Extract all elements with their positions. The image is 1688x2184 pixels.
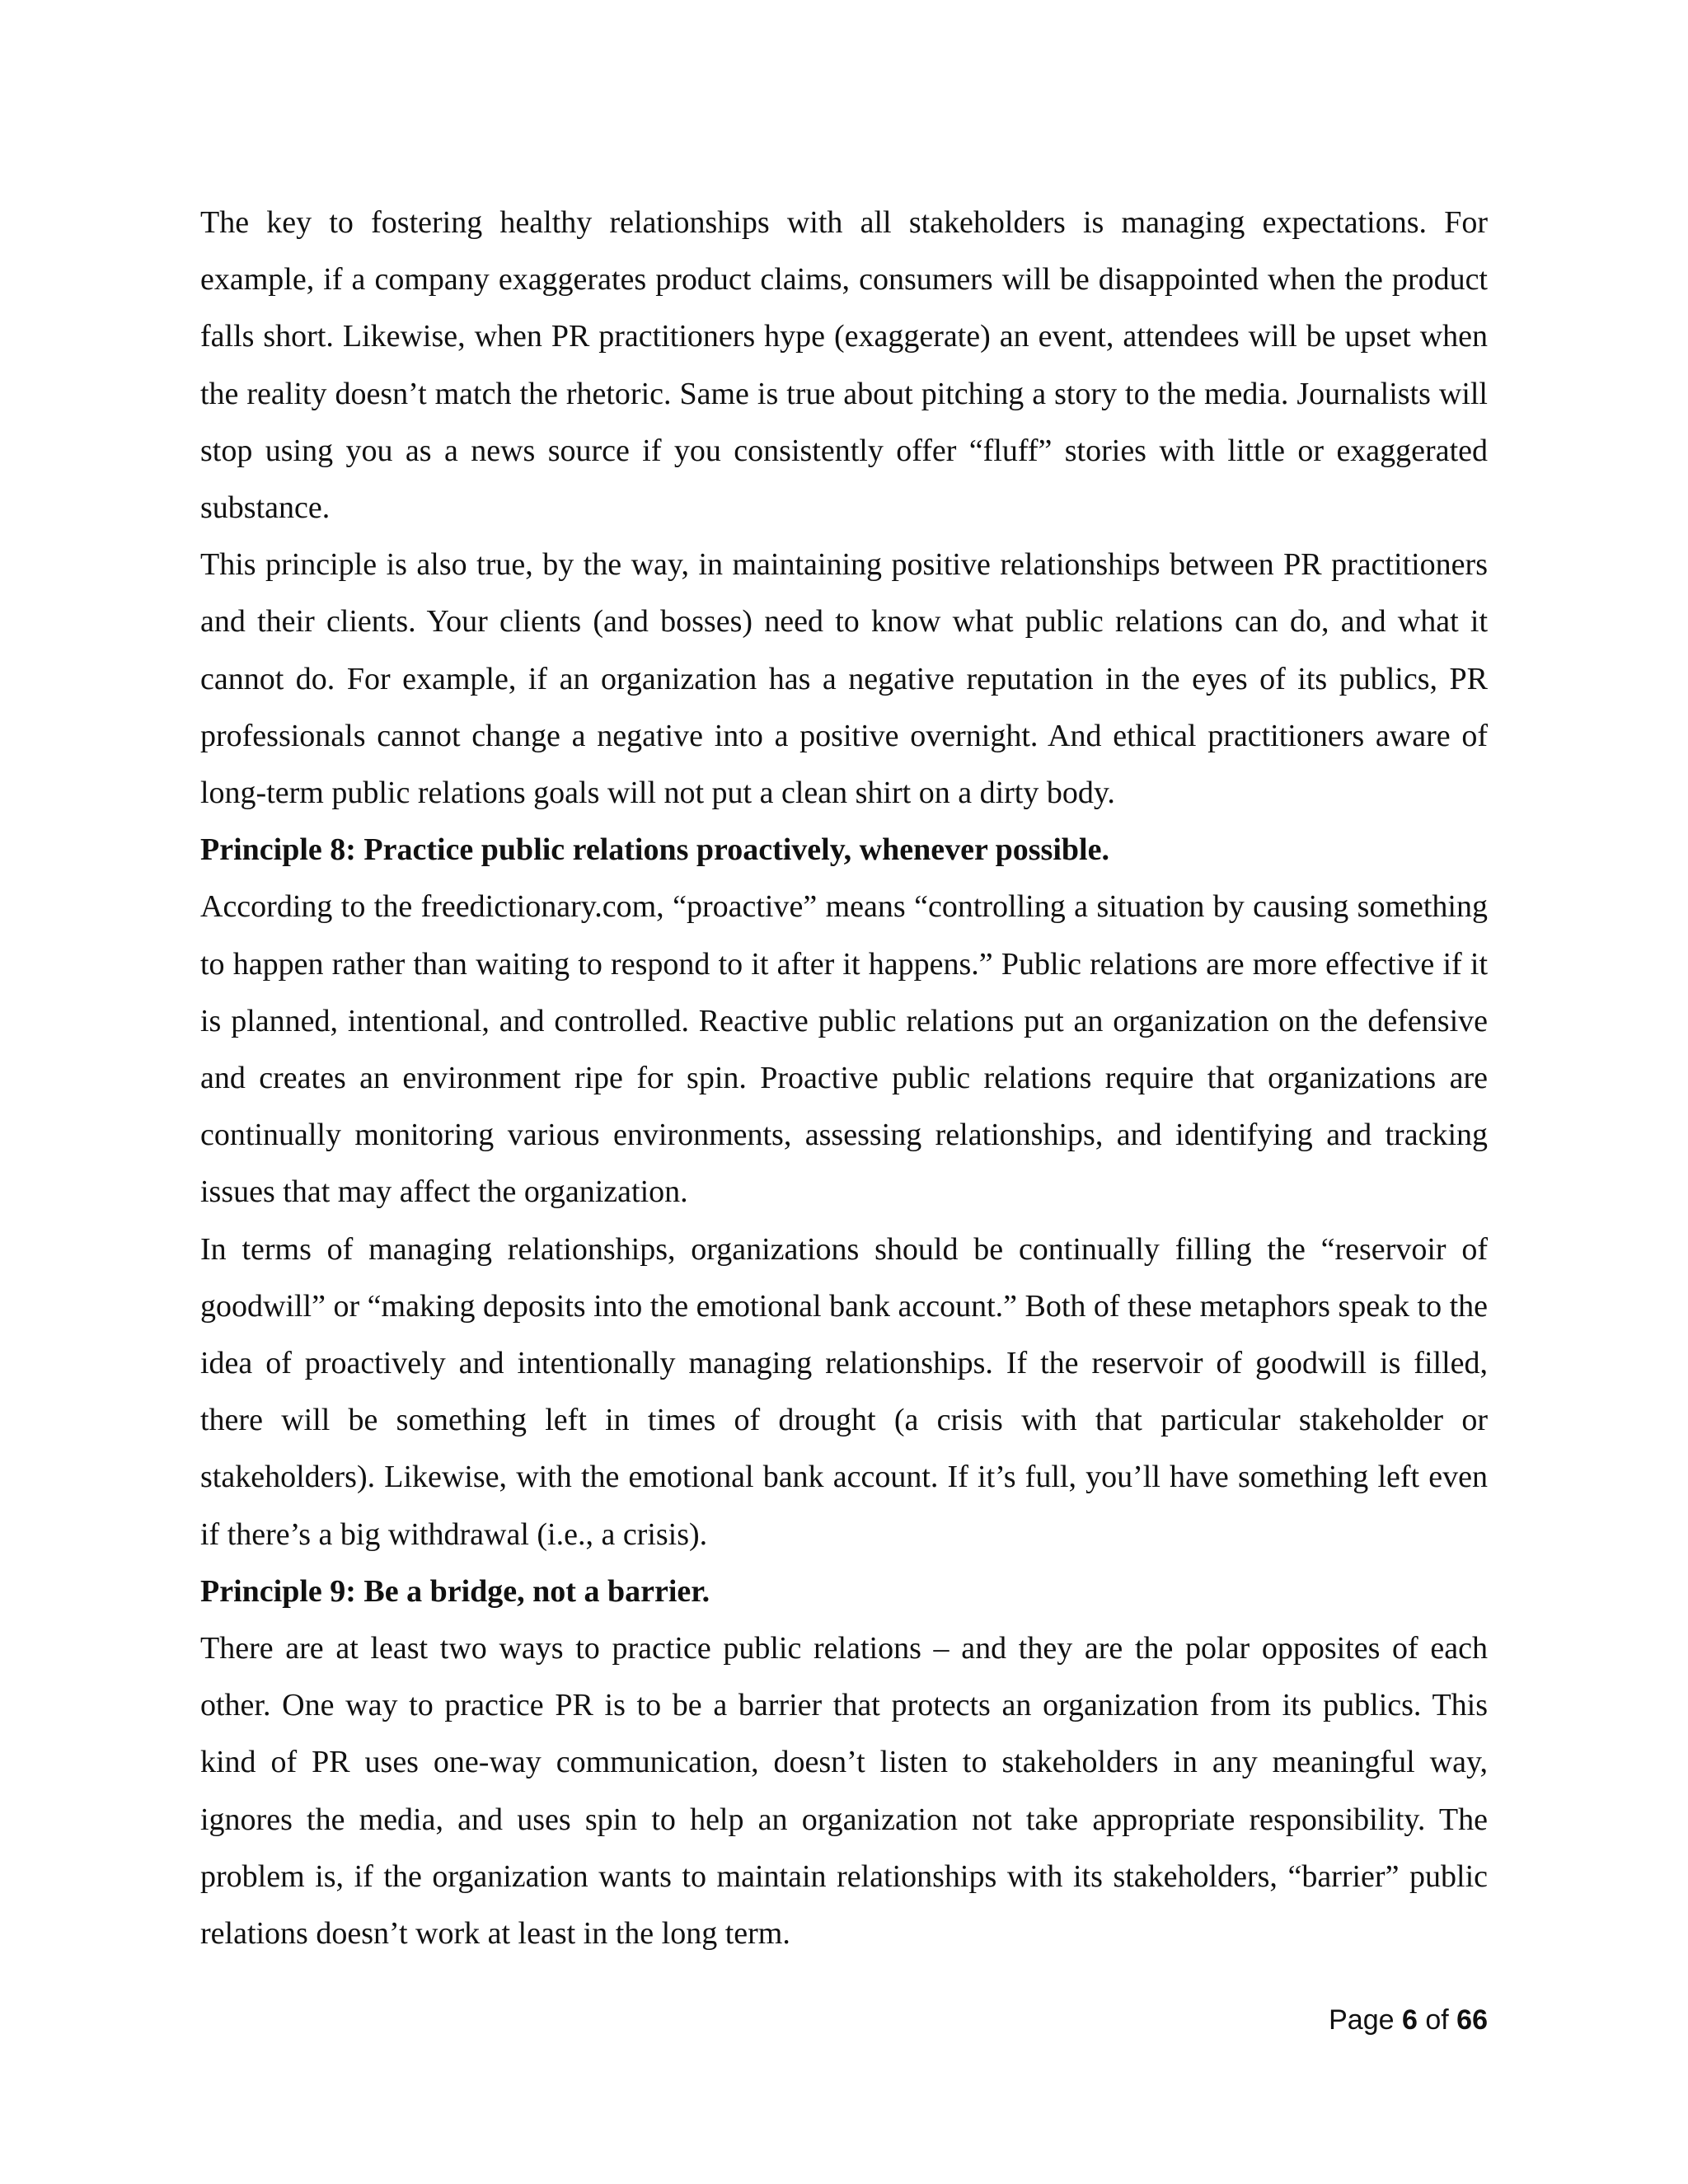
- body-paragraph: The key to fostering healthy relationships with all stakeholders is managing expectations. For example, if a company exaggerates product claims, consumers will be disappointed when the product falls short. Likewise, when PR practitioners hype (exaggerate) an event, attendees will be upset when the reality doesn’t match the rhetoric. Same is true about pitching a story to the media. Journalists will stop using you as a news source if you consistently offer “fluff” stories with little or exaggerated substance.: [200, 205, 1488, 526]
- section-heading: Principle 8: Practice public relations proactively, whenever possible.: [200, 832, 1109, 868]
- body-paragraph: There are at least two ways to practice public relations – and they are the polar opposites of each other. One way to practice PR is to be a barrier that protects an organization from its publics. This kind of PR uses one-way communication, doesn’t listen to stakeholders in any meaningful way, ignores the media, and uses spin to help an organization not take appropriate responsibility. The problem is, if the organization wants to maintain relationships with its stakeholders, “barrier” public relations doesn’t work at least in the long term.: [200, 1631, 1488, 1952]
- page-number-footer: [1329, 2004, 1488, 2036]
- body-paragraph: This principle is also true, by the way, in maintaining positive relationships between PR practitioners and their clients. Your clients (and bosses) need to know what public relations can do, and what it cannot do. For example, if an organization has a negative reputation in the eyes of its publics, PR professionals cannot change a negative into a positive overnight. And ethical practitioners aware of long-term public relations goals will not put a clean shirt on a dirty body.: [200, 547, 1488, 811]
- page-word: Page: [1329, 2004, 1395, 2036]
- section-heading: Principle 9: Be a bridge, not a barrier.: [200, 1573, 710, 1609]
- of-word: of: [1425, 2004, 1449, 2036]
- current-page-number: 6: [1401, 2004, 1418, 2036]
- body-paragraph: In terms of managing relationships, organizations should be continually filling the “reservoir of goodwill” or “making deposits into the emotional bank account.” Both of these metaphors speak to the idea of proactively and intentionally managing relationships. If the reservoir of goodwill is filled, there will be something left in times of drought (a crisis with that particular stakeholder or stakeholders). Likewise, with the emotional bank account. If it’s full, you’ll have something left even if there’s a big withdrawal (i.e., a crisis).: [200, 1231, 1488, 1552]
- total-pages-number: 66: [1456, 2004, 1488, 2036]
- page-body: [200, 194, 1488, 1962]
- body-paragraph: According to the freedictionary.com, “proactive” means “controlling a situation by causing something to happen rather than waiting to respond to it after it happens.” Public relations are more effective if it is planned, intentional, and controlled. Reactive public relations put an organization on the defensive and creates an environment ripe for spin. Proactive public relations require that organizations are continually monitoring various environments, assessing relationships, and identifying and tracking issues that may affect the organization.: [200, 889, 1488, 1210]
